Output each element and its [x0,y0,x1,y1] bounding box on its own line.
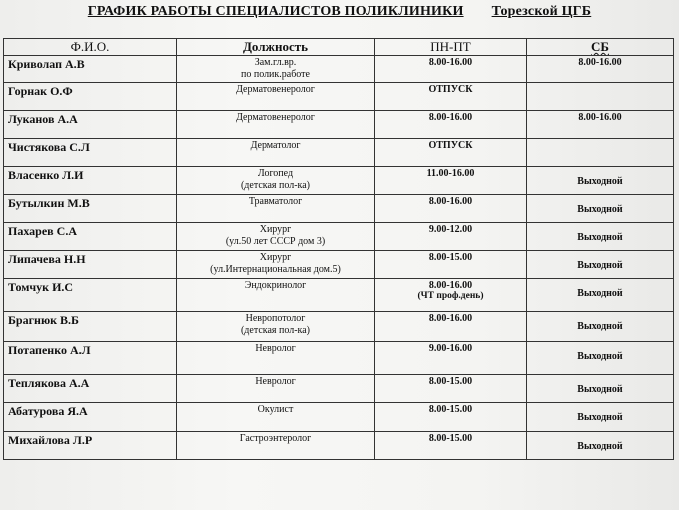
header-name: Ф.И.О. [4,39,177,56]
weekday-hours-value: 8.00-15.00 [428,433,473,444]
specialist-position [177,167,375,195]
weekday-hours-value: 11.00-16.00 [426,168,475,179]
position-location: (детская пол-ка) [240,325,311,336]
position-title: Невролог [255,376,296,387]
position-title: Гастроэнтеролог [239,433,312,444]
weekday-hours-value: 8.00-15.00 [428,404,473,415]
schedule-table [3,38,674,460]
schedule-rows [4,56,674,460]
specialist-name: Липачева Н.Н [4,251,177,279]
table-row [4,342,674,375]
saturday-hours: Выходной [527,279,674,312]
header-position: Должность [177,39,375,56]
specialist-name: Потапенко А.Л [4,342,177,375]
specialist-position [177,195,375,223]
weekday-note: (ЧТ проф.день) [417,291,484,301]
weekday-hours-value: 8.00-16.00 [428,196,473,207]
specialist-name: Брагнюк В.Б [4,312,177,342]
saturday-hours: 8.00-16.00 [527,56,674,83]
saturday-hours: Выходной [527,195,674,223]
specialist-position [177,375,375,403]
document-title [0,4,679,20]
table-row [4,403,674,432]
weekday-hours [375,195,527,223]
table-row [4,195,674,223]
table-row [4,139,674,167]
specialist-position [177,279,375,312]
table-row [4,251,674,279]
weekday-hours-value: ОТПУСК [428,84,473,95]
table-row [4,312,674,342]
table-row [4,223,674,251]
specialist-position [177,251,375,279]
weekday-hours-value: 8.00-16.00 [428,112,473,123]
position-title: Дерматовенеролог [236,84,315,95]
specialist-name: Власенко Л.И [4,167,177,195]
weekday-hours [375,223,527,251]
title-org: Торезской ЦГБ [491,4,592,19]
table-row [4,432,674,460]
saturday-hours: Выходной [527,312,674,342]
position-title: Невропотолог [245,313,306,324]
table-row [4,111,674,139]
weekday-hours-value: 8.00-15.00 [428,376,473,387]
specialist-position [177,139,375,167]
weekday-hours [375,111,527,139]
position-title: Эндокринолог [244,280,307,291]
weekday-hours-value: 9.00-12.00 [428,224,473,235]
position-title: Хирург [259,252,292,263]
position-title: Дерматовенеролог [236,112,315,123]
position-title: Логопед [257,168,294,179]
weekday-hours-value: 8.00-16.00 [428,313,473,324]
saturday-hours [527,83,674,111]
table-row [4,279,674,312]
specialist-position [177,403,375,432]
table-row [4,375,674,403]
saturday-hours: Выходной [527,403,674,432]
header-weekdays: ПН-ПТ [375,39,527,56]
weekday-hours [375,83,527,111]
specialist-position [177,56,375,83]
weekday-hours [375,251,527,279]
saturday-hours: Выходной [527,223,674,251]
position-location: (ул.Интернациональная дом.5) [210,264,341,275]
table-row [4,167,674,195]
title-main: ГРАФИК РАБОТЫ СПЕЦИАЛИСТОВ ПОЛИКЛИНИКИ [87,4,464,19]
specialist-position [177,312,375,342]
specialist-name: Горнак О.Ф [4,83,177,111]
weekday-hours [375,167,527,195]
weekday-hours [375,312,527,342]
weekday-hours [375,139,527,167]
saturday-hours: 8.00-16.00 [527,111,674,139]
specialist-name: Абатурова Я.А [4,403,177,432]
weekday-hours-value: 9.00-16.00 [428,343,473,354]
weekday-hours [375,56,527,83]
specialist-name: Бутылкин М.В [4,195,177,223]
specialist-position [177,342,375,375]
table-row [4,83,674,111]
specialist-name: Михайлова Л.Р [4,432,177,460]
position-title: Зам.гл.вр. [254,57,297,68]
specialist-position [177,111,375,139]
specialist-name: Пахарев С.А [4,223,177,251]
header-saturday: СБ [527,39,674,56]
position-title: Невролог [255,343,296,354]
weekday-hours [375,403,527,432]
weekday-hours-value: 8.00-16.00 [428,280,473,291]
weekday-hours-value: 8.00-16.00 [428,57,473,68]
position-title: Окулист [257,404,294,415]
position-location: (ул.50 лет СССР дом 3) [225,236,326,247]
table-row [4,56,674,83]
weekday-hours-value: 8.00-15.00 [428,252,473,263]
position-title: Травматолог [248,196,303,207]
specialist-position [177,432,375,460]
weekday-hours [375,279,527,312]
position-location: (детская пол-ка) [240,180,311,191]
specialist-name: Криволап А.В [4,56,177,83]
saturday-hours: Выходной [527,342,674,375]
saturday-hours [527,139,674,167]
specialist-name: Томчук И.С [4,279,177,312]
weekday-hours [375,342,527,375]
specialist-name: Чистякова С.Л [4,139,177,167]
weekday-hours [375,375,527,403]
saturday-hours: Выходной [527,432,674,460]
position-title: Дерматолог [250,140,301,151]
saturday-hours: Выходной [527,167,674,195]
specialist-position [177,223,375,251]
saturday-hours: Выходной [527,375,674,403]
position-location: по полик.работе [241,69,310,80]
weekday-hours [375,432,527,460]
specialist-name: Луканов А.А [4,111,177,139]
header-row [4,39,674,56]
specialist-position [177,83,375,111]
position-title: Хирург [259,224,292,235]
saturday-hours: Выходной [527,251,674,279]
weekday-hours-value: ОТПУСК [428,140,473,151]
specialist-name: Теплякова А.А [4,375,177,403]
